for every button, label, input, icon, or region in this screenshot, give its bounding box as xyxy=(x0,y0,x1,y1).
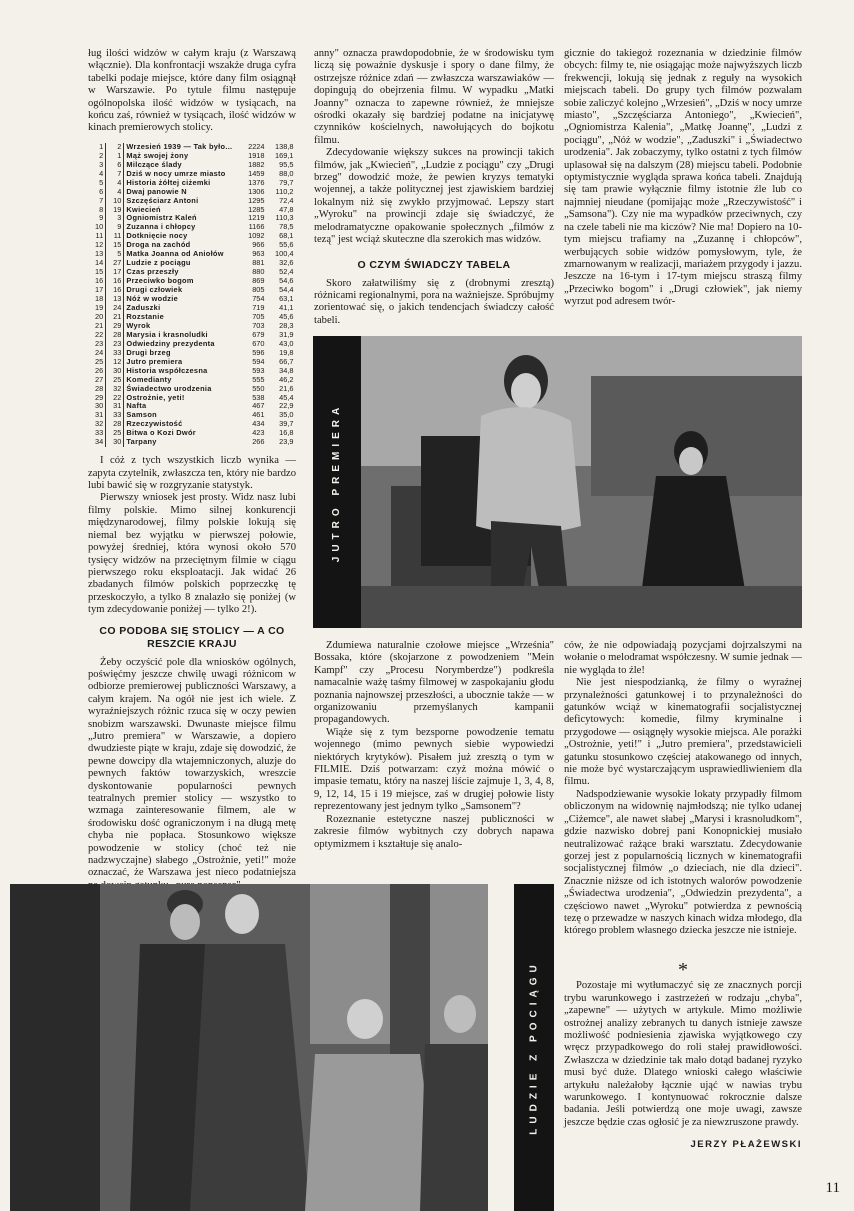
film-title: Historia współczesna xyxy=(126,365,208,375)
separator-star: * xyxy=(678,959,688,981)
rank-overall: 3 xyxy=(88,161,106,170)
viewers-total: 869 xyxy=(252,276,265,286)
viewers-total: 1306 xyxy=(248,186,265,196)
viewers-total: 1882 xyxy=(248,159,265,169)
rank-warsaw: 24 xyxy=(106,304,124,313)
film-title: Szczęściarz Antoni xyxy=(126,195,199,205)
rank-overall: 32 xyxy=(88,420,106,429)
film-title: Przeciwko bogom xyxy=(126,276,194,286)
rank-overall: 12 xyxy=(88,241,106,250)
paragraph: Pierwszy wniosek jest prosty. Widz nasz lubi filmy polskie. Mimo silnej konkurencji międzynarodowej, filmy polskie lokują się niemal bez wyjątku w pierwszej połowie, powyżej średniej, która wynosi około 570 tysięcy widzów na przeciętnym filmie w ciągu pierwszego roku eksploatacji. Jak widać 26 zbadanych filmów polskich poprzeczkę tę przeskoczyło, a tylko 8 znalazło się poniżej (w tym zdecydowanie poniżej — tylko 2!). xyxy=(88,492,296,616)
viewers-total: 2224 xyxy=(248,141,265,151)
paragraph: gicznie do takiegoż rozeznania w dziedzinie filmów obcych: filmy te, nie osiągając może najwyższych liczb frekwencji, lokują się jednak z reguły na wysokich miejscach tabeli. Do grupy tych filmów pozwalam sobie zaliczyć kolejno „Wrzesień", „Dziś w nocy umrze miasto", „Szczęściarza Antoniego", „Kwiecień", „Ogniomistrza Kalenia", „Matkę Joannę", „Ludzi z pociągu", „Nóż w wodzie", „Zaduszki" i „Świadectwo urodzenia". Jak zobaczymy, tylko ostatni z tych filmów uplasował się na dalszym (28) miejscu tabeli. Podobnie optymistycznie wygląda sprawa końca tabeli. Znajdują się tam prawie wyłącznie filmy istotnie źle lub co najmniej nieudane (pomijając może „Rzeczywistość" i „Samsona"). Czy nie ma wypadków przeciwnych, czy na czele tabeli nie ma kiczów? Nie ma! Dopiero na 10-tym miejscu trafiamy na „Zuzannę i chłopców", werbujących sobie widzów pomysłowym, tyle, że zmarnowanym w realizacji, mariażem przygody i jazzu. Jeszcze na 16-tym i 17-tym miejscu straszą filmy „Przeciwko bogom" i „Drugi człowiek", jak niemy wyrzut pod adresem twór- xyxy=(564,48,802,308)
rank-overall: 28 xyxy=(88,385,106,394)
film-title: Bitwa o Kozi Dwór xyxy=(126,428,196,438)
paragraph: Pozostaje mi wytłumaczyć się ze znacznych porcji trybu warunkowego i zastrzeżeń w rodzaju „chyba", „zapewne" — użytych w artykule. Mimo możliwie ostrożnej analizy zebranych tu danych istnieje zawsze możliwość podniesienia zjawiska wyjątkowego czy wręcz przypadkowego do roli stałej prawidłowości. Zwłaszcza w dziedzinie tak mało dotąd badanej ryzyko musi być duże. Dlatego wnioski całego właściwie artykułu należałoby łącznie ująć w nawias trybu warunkowego. I kontynuować rokrocznie dalsze badania. Jeśli potwierdzą one moje uwagi, zawsze jeszcze będzie czas ogłosić je za niewzruszone prawdy. xyxy=(564,980,802,1128)
viewers-warsaw: 35,0 xyxy=(279,410,294,420)
viewers-warsaw: 169,1 xyxy=(275,150,294,160)
viewers-warsaw: 47,8 xyxy=(279,204,294,214)
paragraph: Rozeznanie estetyczne naszej publiczności w zakresie filmów wybitnych czy dobrych napawa optymizmem i kształtuje się analo- xyxy=(314,813,554,850)
viewers-total: 1376 xyxy=(248,177,265,187)
column-4 xyxy=(314,640,554,851)
rank-overall: 25 xyxy=(88,358,106,367)
rank-warsaw: 28 xyxy=(106,420,124,429)
viewers-total: 1459 xyxy=(248,168,265,178)
rank-warsaw: 16 xyxy=(106,277,124,286)
film-title: Marysia i krasnoludki xyxy=(126,329,208,339)
rank-overall: 13 xyxy=(88,250,106,259)
rank-overall: 22 xyxy=(88,331,106,340)
paragraph: Skoro załatwiliśmy się z (drobnymi zresztą) różnicami regionalnymi, pora na ważniejsze. Spróbujmy zorientować się, o jakich tendencjach świadczy całość tabeli. xyxy=(314,277,554,326)
column-3 xyxy=(564,48,802,309)
rank-overall: 10 xyxy=(88,223,106,232)
page-number: 11 xyxy=(825,1180,840,1196)
column-2 xyxy=(314,48,554,327)
rank-warsaw: 27 xyxy=(106,259,124,268)
paragraph: I cóż z tych wszystkich liczb wynika — zapyta czytelnik, zwłaszcza ten, który nie bardzo lubi bawić się w rozgryzanie statystyk. xyxy=(88,455,296,492)
viewers-total: 1092 xyxy=(248,231,265,241)
viewers-warsaw: 72,4 xyxy=(279,195,294,205)
section-heading: O CZYM ŚWIADCZY TABELA xyxy=(357,258,511,271)
rank-warsaw: 7 xyxy=(106,170,124,179)
film-title: Droga na zachód xyxy=(126,240,191,250)
paragraph: anny" oznacza prawdopodobnie, że w środowisku tym liczą się poważnie dyskusje i spory o dane filmy, że ostrzejsze różnice zdań — zwłaszcza warszawiaków — dopingują do obejrzenia filmu. W wypadku „Matki Joanny" oznacza to zapewne również, że mniejsze ośrodki okazały się bardziej podatne na inicjatywę czynników kościelnych, nawołujących do bojkotu filmu. xyxy=(314,48,554,146)
viewers-total: 679 xyxy=(252,329,265,339)
rank-warsaw: 6 xyxy=(106,161,124,170)
rank-warsaw: 25 xyxy=(106,429,124,438)
rank-overall: 11 xyxy=(88,232,106,241)
viewers-total: 555 xyxy=(252,374,265,384)
paragraph: Wiąże się z tym bezsporne powodzenie tematu wojennego (mimo pewnych siebie wypowiedzi niektórych krytyków). Pisałem już zresztą o tym w FILMIE. Dziś potwarzam: czyż można mówić o impasie tematu, który na naszej liście zajmuje 1, 3, 4, 8, 9, 12, 14, 15 i 19 miejsce, zaś w drugiej połowie listy reprezentowany jest jednym tylko „Samsonem"? xyxy=(314,726,554,813)
rank-warsaw: 4 xyxy=(106,188,124,197)
viewers-total: 596 xyxy=(252,347,265,357)
viewers-warsaw: 16,8 xyxy=(279,428,294,438)
rank-warsaw: 33 xyxy=(106,349,124,358)
viewers-warsaw: 34,8 xyxy=(279,365,294,375)
rank-overall: 21 xyxy=(88,322,106,331)
rank-overall: 24 xyxy=(88,349,106,358)
paragraph: Zdumiewa naturalnie czołowe miejsce „Września" Bossaka, które (skojarzone z powodzeniem "Mein Kampf" czy „Procesu Norymberdze") podkreśla namacalnie ważę taśmy filmowej w zaspokajaniu głodu poznania najnowszej przeszłości, a ubocznie także — w organizowaniu przemyślanych kampanii propagandowych. xyxy=(314,640,554,726)
rank-overall: 27 xyxy=(88,376,106,385)
film-title: Wyrok xyxy=(126,320,151,330)
ranking-table xyxy=(88,143,296,447)
rank-warsaw: 31 xyxy=(106,402,124,411)
rank-overall: 16 xyxy=(88,277,106,286)
viewers-warsaw: 54,6 xyxy=(279,276,294,286)
viewers-warsaw: 100,4 xyxy=(275,249,294,259)
film-title: Jutro premiera xyxy=(126,356,183,366)
rank-warsaw: 3 xyxy=(106,214,124,223)
viewers-warsaw: 78,5 xyxy=(279,222,294,232)
rank-warsaw: 12 xyxy=(106,358,124,367)
rank-overall: 17 xyxy=(88,286,106,295)
film-title: Odwiedziny prezydenta xyxy=(126,338,215,348)
film-still-photo-2 xyxy=(10,884,488,1211)
rank-overall: 18 xyxy=(88,295,106,304)
paragraph: Zdecydowanie większy sukces na prowincji takich filmów, jak „Kwiecień", „Ludzie z pociągu" czy „Drugi brzeg" dowodzić może, że pewien kryzys tematyki wojennej, a także politycznej jest zjawiskiem bardziej lokalnym niż się zwykło przyjmować. Lepszy start „Wyroku" na prowincji zdaje się świadczyć, że melodramatyczne opakowanie społecznych „filmów z tezą" jest wciąż skuteczne dla szerokich mas widzów. xyxy=(314,147,554,246)
section-heading: CO PODOBA SIĘ STOLICY — A CO RESZCIE KRAJU xyxy=(99,624,285,650)
film-title: Czas przeszły xyxy=(126,267,179,277)
rank-warsaw: 19 xyxy=(106,206,124,215)
film-title: Dotknięcie nocy xyxy=(126,231,188,241)
viewers-total: 963 xyxy=(252,249,265,259)
paragraph: Nie jest niespodzianką, że filmy o wyraźnej przynależności gatunkowej i to przynależności do gatunków wciąż w kinematografii socjalistycznej deficytowych: komedie, filmy kryminalne i przygodowe — osiągnęły wysokie miejsca. Ale porażki „Ostrożnie, yeti!" i „Jutro premiera", przedstawicieli gatunku stosunkowo częściej atakowanego od innych, nie może być wystarczającym usprawiedliwieniem dla filmu. xyxy=(564,677,802,788)
author-signature: JERZY PŁAŻEWSKI xyxy=(690,1139,802,1151)
viewers-total: 266 xyxy=(252,437,265,447)
rank-overall: 23 xyxy=(88,340,106,349)
paragraph: ców, że nie odpowiadają pozycjami dojrzalszymi na wołanie o melodramat współczesny. W sumie jednak — nie wygląda to źle! xyxy=(564,640,802,676)
viewers-total: 1918 xyxy=(248,150,265,160)
column-6 xyxy=(564,958,802,1152)
photo-caption: JUTRO PREMIERA xyxy=(331,402,343,562)
rank-overall: 26 xyxy=(88,367,106,376)
viewers-warsaw: 45,6 xyxy=(279,311,294,321)
viewers-warsaw: 138,8 xyxy=(275,141,294,151)
film-title: Wrzesień 1939 — Tak było... xyxy=(126,141,233,151)
viewers-warsaw: 31,9 xyxy=(279,329,294,339)
film-title: Historia żółtej ciżemki xyxy=(126,177,211,187)
film-still-image-2 xyxy=(10,884,488,1211)
table-row xyxy=(88,438,296,447)
paragraph: Nadspodziewanie wysokie lokaty przypadły filmom obliczonym na widownię najmłodszą; nie tylko udanej „Ciżemce", ale nawet słabej „Marysi i krasnoludkom", gdzie nazwisko dobrej pani Konopnickiej musiało neutralizować rażące braki warsztatu. Zdecydowanie gorzej jest z popularnością licznych w kinematografii socjalistycznej filmów „o dzieciach, nie dla dzieci". Znacznie niższe od ich istotnych walorów powodzenie „Świadectwa urodzenia", „Odwiedzin prezydenta", a częściowo nawet „Wyroku" potwierdza z pewnością tezę o przewadze w naszych kinach widza młodego, dla którego problem własnego dziecka jeszcze nie istnieje. xyxy=(564,788,802,937)
rank-overall: 9 xyxy=(88,214,106,223)
film-still-photo xyxy=(361,336,802,628)
rank-overall: 8 xyxy=(88,206,106,215)
rank-warsaw: 22 xyxy=(106,394,124,403)
viewers-warsaw: 54,4 xyxy=(279,285,294,295)
rank-warsaw: 11 xyxy=(106,232,124,241)
rank-overall: 15 xyxy=(88,268,106,277)
viewers-warsaw: 21,6 xyxy=(279,383,294,393)
rank-overall: 14 xyxy=(88,259,106,268)
film-title: Dwaj panowie N xyxy=(126,186,187,196)
photo-caption-2: LUDZIE Z POCIĄGU xyxy=(528,960,540,1135)
viewers-total: 670 xyxy=(252,338,265,348)
rank-warsaw: 30 xyxy=(106,438,124,447)
rank-warsaw: 32 xyxy=(106,385,124,394)
viewers-total: 805 xyxy=(252,285,265,295)
film-title: Ogniomistrz Kaleń xyxy=(126,213,197,223)
film-title: Milczące ślady xyxy=(126,159,182,169)
viewers-warsaw: 46,2 xyxy=(279,374,294,384)
film-title: Rzeczywistość xyxy=(126,419,183,429)
viewers-total: 754 xyxy=(252,294,265,304)
rank-warsaw: 23 xyxy=(106,340,124,349)
paragraph: Żeby oczyścić pole dla wniosków ogólnych, poświęćmy jeszcze chwilę uwagi różnicom w odbiorze premierowej publiczności Warszawy, a całym krajem. Na ogół nie jest ich wiele. Z wyraźniejszych różnic rzuca się w oczy pewien snobizm warszawski. Dwunaste miejsce filmu „Jutro premiera" w Warszawie, a dopiero dwudzieste piąte w kraju, zdaje się dowodzić, że pewne dowcipy dla wtajemniczonych, aluzje do pewnych faktów towarzyskich, wreszcie dyskontowanie popularności pewnych teatralnych premier stolicy — wszystko to wzmaga zainteresowanie filmem, ale w środowisku dość ograniczonym i na długą metę chyba nie popłaca. Stosunkowo większe powodzenie w stolicy (choć też nie nadzwyczajne) słabego „Ostrożnie, yeti!" może oznaczać, że Warszawa jest nieco podatniejsza xyxy=(88,656,296,879)
rank-warsaw: 4 xyxy=(106,179,124,188)
rank-warsaw: 13 xyxy=(106,295,124,304)
rank-overall: 4 xyxy=(88,170,106,179)
viewers-warsaw: 39,7 xyxy=(279,419,294,429)
film-still-image xyxy=(361,336,802,628)
rank-warsaw: 5 xyxy=(106,250,124,259)
rank-warsaw: 2 xyxy=(106,143,124,152)
viewers-warsaw: 43,0 xyxy=(279,338,294,348)
rank-warsaw: 10 xyxy=(106,197,124,206)
rank-overall: 7 xyxy=(88,197,106,206)
viewers-total: 881 xyxy=(252,258,265,268)
rank-overall: 34 xyxy=(88,438,106,447)
rank-warsaw: 33 xyxy=(106,411,124,420)
film-title: Matka Joanna od Aniołów xyxy=(126,249,224,259)
viewers-warsaw: 63,1 xyxy=(279,294,294,304)
viewers-warsaw: 88,0 xyxy=(279,168,294,178)
rank-warsaw: 28 xyxy=(106,331,124,340)
viewers-total: 467 xyxy=(252,401,265,411)
rank-overall: 2 xyxy=(88,152,106,161)
rank-overall: 29 xyxy=(88,394,106,403)
viewers-total: 461 xyxy=(252,410,265,420)
film-title: Ludzie z pociągu xyxy=(126,258,191,268)
rank-overall: 31 xyxy=(88,411,106,420)
viewers-total: 538 xyxy=(252,392,265,402)
rank-overall: 1 xyxy=(88,143,106,152)
viewers-total: 880 xyxy=(252,267,265,277)
rank-warsaw: 9 xyxy=(106,223,124,232)
rank-warsaw: 30 xyxy=(106,367,124,376)
rank-warsaw: 25 xyxy=(106,376,124,385)
rank-warsaw: 29 xyxy=(106,322,124,331)
rank-warsaw: 15 xyxy=(106,241,124,250)
viewers-warsaw: 19,8 xyxy=(279,347,294,357)
viewers-total: 705 xyxy=(252,311,265,321)
rank-overall: 5 xyxy=(88,179,106,188)
rank-warsaw: 17 xyxy=(106,268,124,277)
viewers-warsaw: 55,6 xyxy=(279,240,294,250)
intro-paragraph: ług ilości widzów w całym kraju (z Warszawą włącznie). Dla konfrontacji wszakże druga cyfra tabelki podaje miejsce, które dany film osiągnął w Warszawie. Po tytule filmu następuje ogólnopolska ilość widzów w tysiącach, na końcu zaś, również w tysiącach, ilość widzów w kinach premierowych stolicy. xyxy=(88,48,296,134)
rank-warsaw: 21 xyxy=(106,313,124,322)
film-title: Drugi brzeg xyxy=(126,347,171,357)
viewers-total: 719 xyxy=(252,303,265,312)
film-title: Ostrożnie, yeti! xyxy=(126,392,185,402)
viewers-warsaw: 95,5 xyxy=(279,159,294,169)
viewers-total: 594 xyxy=(252,356,265,366)
film-title: Drugi człowiek xyxy=(126,285,183,295)
film-title: Rozstanie xyxy=(126,311,165,321)
viewers-warsaw: 41,1 xyxy=(279,303,294,312)
viewers-warsaw: 66,7 xyxy=(279,356,294,366)
rank-overall: 6 xyxy=(88,188,106,197)
viewers-total: 1219 xyxy=(248,213,265,223)
rank-overall: 19 xyxy=(88,304,106,313)
photo-caption-band-2 xyxy=(514,884,554,1211)
viewers-warsaw: 79,7 xyxy=(279,177,294,187)
viewers-total: 1166 xyxy=(248,222,265,232)
viewers-total: 423 xyxy=(252,428,265,438)
photo-caption-band xyxy=(313,336,361,628)
film-title: Komedianty xyxy=(126,374,172,384)
viewers-warsaw: 110,3 xyxy=(275,213,294,223)
film-title: Kwiecień xyxy=(126,204,161,214)
viewers-warsaw: 52,4 xyxy=(279,267,294,277)
rank-overall: 30 xyxy=(88,402,106,411)
rank-warsaw: 1 xyxy=(106,152,124,161)
film-title: Mąż swojej żony xyxy=(126,150,189,160)
viewers-total: 434 xyxy=(252,419,265,429)
film-title: Nafta xyxy=(126,401,147,411)
viewers-total: 966 xyxy=(252,240,265,250)
film-title: Zuzanna i chłopcy xyxy=(126,222,196,232)
column-5 xyxy=(564,640,802,938)
rank-warsaw: 16 xyxy=(106,286,124,295)
viewers-total: 703 xyxy=(252,320,265,330)
film-title: Zaduszki xyxy=(126,303,161,312)
column-1 xyxy=(88,48,296,917)
film-title: Tarpany xyxy=(126,437,157,447)
viewers-warsaw: 110,2 xyxy=(275,186,294,196)
film-title: Nóż w wodzie xyxy=(126,294,179,304)
rank-overall: 20 xyxy=(88,313,106,322)
rank-overall: 33 xyxy=(88,429,106,438)
viewers-warsaw: 45,4 xyxy=(279,392,294,402)
viewers-total: 1285 xyxy=(248,204,265,214)
viewers-warsaw: 22,9 xyxy=(279,401,294,411)
viewers-warsaw: 68,1 xyxy=(279,231,294,241)
viewers-total: 593 xyxy=(252,365,265,375)
film-title: Dziś w nocy umrze miasto xyxy=(126,168,226,178)
viewers-total: 1295 xyxy=(248,195,265,205)
viewers-warsaw: 32,6 xyxy=(279,258,294,268)
viewers-total: 550 xyxy=(252,383,265,393)
film-title: Świadectwo urodzenia xyxy=(126,383,212,393)
viewers-warsaw: 23,9 xyxy=(279,437,294,447)
film-title: Samson xyxy=(126,410,157,420)
viewers-warsaw: 28,3 xyxy=(279,320,294,330)
